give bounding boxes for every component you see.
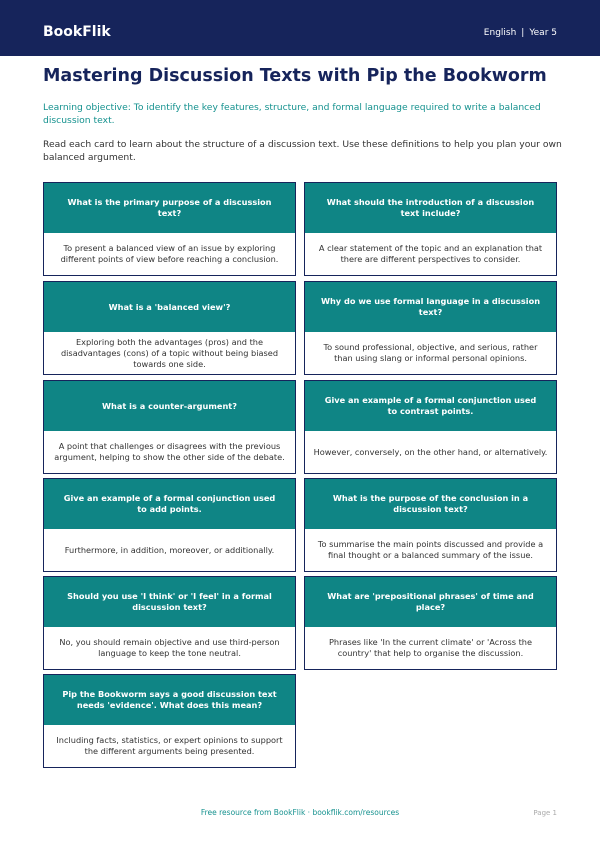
meta-separator: | xyxy=(521,28,525,38)
card-answer: To summarise the main points discussed and provide a final thought or a balanced summary of the issue. xyxy=(317,539,544,560)
card-3 xyxy=(43,281,296,375)
card-1 xyxy=(43,182,296,276)
card-question: Give an example of a formal conjunction used to contrast points. xyxy=(305,381,556,431)
card-9 xyxy=(43,576,296,670)
card-7 xyxy=(43,478,296,572)
card-question: Pip the Bookworm says a good discussion text needs 'evidence'. What does this mean? xyxy=(44,675,295,725)
card-8 xyxy=(304,478,557,572)
footer-credit[interactable]: Free resource from BookFlik · bookflik.com/resources xyxy=(200,808,400,817)
card-4 xyxy=(304,281,557,375)
intro-text: Read each card to learn about the structure of a discussion text. Use these definitions to help you plan your own balanced argument. xyxy=(43,139,562,163)
card-answer: However, conversely, on the other hand, or alternatively. xyxy=(313,446,548,457)
card-question: What is the purpose of the conclusion in a discussion text? xyxy=(305,479,556,529)
brand-logo[interactable]: BookFlik xyxy=(43,24,111,40)
card-2 xyxy=(304,182,557,276)
card-question: What is the primary purpose of a discussion text? xyxy=(44,183,295,233)
year-label: Year 5 xyxy=(529,28,557,38)
card-answer: Including facts, statistics, or expert opinions to support the different arguments being presented. xyxy=(56,735,283,756)
card-answer: Phrases like 'In the current climate' or 'Across the country' that help to organise the discussion. xyxy=(328,637,533,658)
card-10 xyxy=(304,576,557,670)
card-answer: Exploring both the advantages (pros) and the disadvantages (cons) of a topic without being biased towards one side. xyxy=(60,336,279,369)
card-answer: To sound professional, objective, and serious, rather than using slang or informal personal opinions. xyxy=(323,342,538,363)
subject-label: English xyxy=(483,28,517,38)
card-question: What are 'prepositional phrases' of time and place? xyxy=(305,577,556,627)
page-number: Page 1 xyxy=(533,809,557,817)
card-question: Should you use 'I think' or 'I feel' in a formal discussion text? xyxy=(44,577,295,627)
card-answer: To present a balanced view of an issue by exploring different points of view before reaching a conclusion. xyxy=(60,243,279,264)
top-bar xyxy=(0,0,600,56)
subject-year-meta xyxy=(484,28,557,38)
card-6 xyxy=(304,380,557,474)
card-answer: Furthermore, in addition, moreover, or additionally. xyxy=(64,544,275,555)
card-answer: A clear statement of the topic and an explanation that there are different perspectives to consider. xyxy=(318,243,543,264)
card-question: Why do we use formal language in a discussion text? xyxy=(305,282,556,332)
card-answer: A point that challenges or disagrees with the previous argument, helping to show the other side of the debate. xyxy=(54,441,285,462)
card-11 xyxy=(43,674,296,768)
card-question: Give an example of a formal conjunction used to add points. xyxy=(44,479,295,529)
card-question: What is a counter-argument? xyxy=(44,381,295,431)
card-answer: No, you should remain objective and use third-person language to keep the tone neutral. xyxy=(59,637,280,658)
card-question: What should the introduction of a discussion text include? xyxy=(305,183,556,233)
page-title: Mastering Discussion Texts with Pip the Bookworm xyxy=(43,66,547,86)
card-question: What is a 'balanced view'? xyxy=(44,282,295,332)
card-5 xyxy=(43,380,296,474)
learning-objective: Learning objective: To identify the key features, structure, and formal language required to write a balanced discussion text. xyxy=(43,102,541,126)
